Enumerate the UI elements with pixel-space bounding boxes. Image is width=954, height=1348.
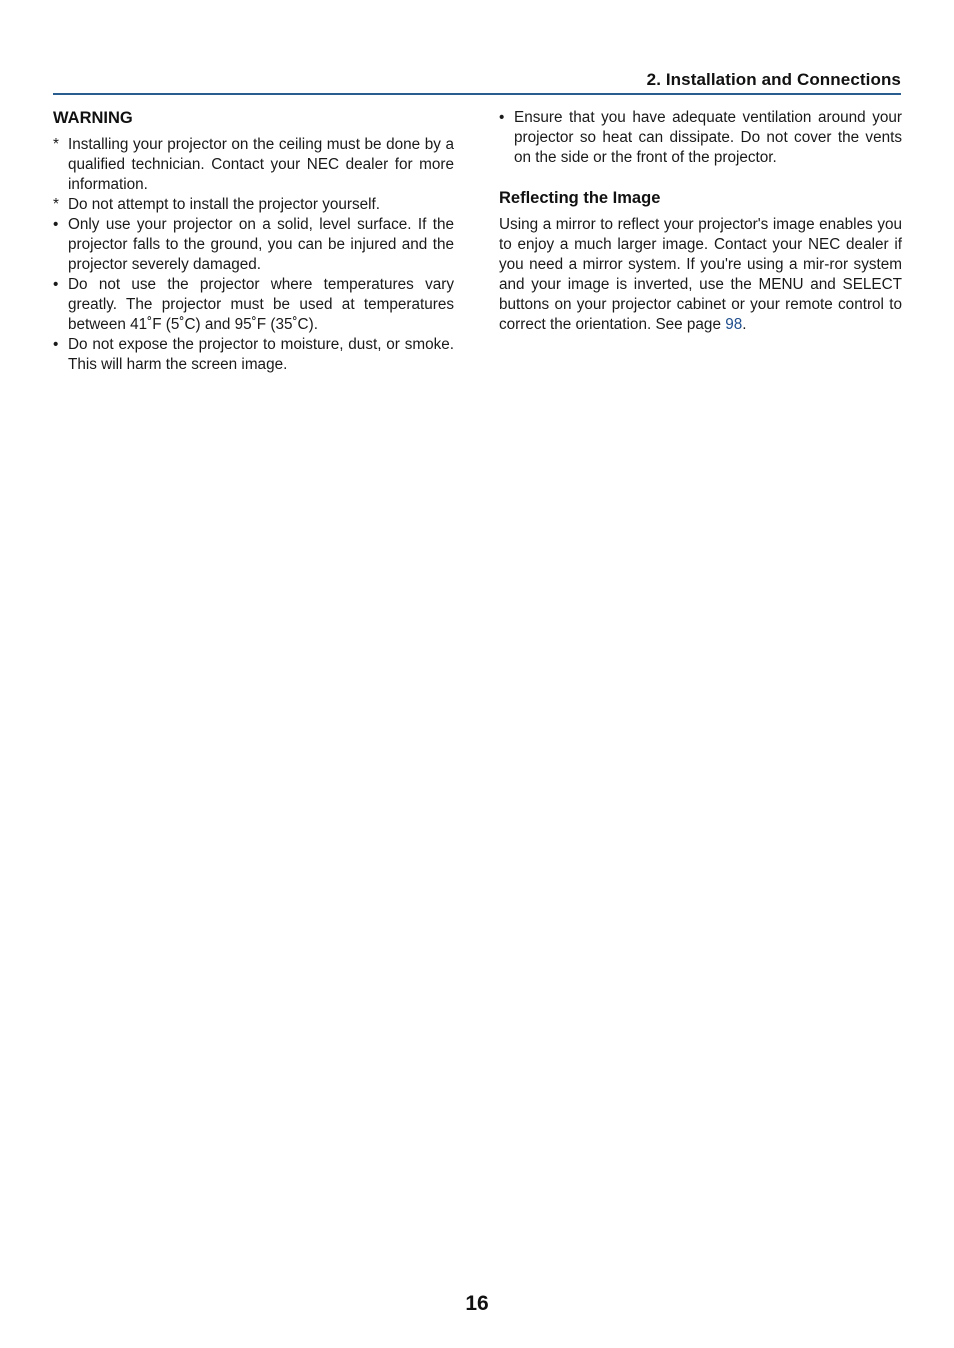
list-item [53, 335, 454, 375]
list-item-text: Do not attempt to install the projector yourself. [68, 196, 381, 213]
page-number: 16 [465, 1292, 489, 1315]
list-marker: • [53, 336, 59, 353]
list-marker: • [53, 276, 59, 293]
paragraph-text: Using a mirror to reflect your projector's image enables you to enjoy a much larger image. Contact your NEC dealer if you need a mirror system. If you're using a mir-ror system and your image is inverted, use the MENU and SELECT buttons on your projector cabinet or your remote control to correct the orientation. See page [499, 216, 902, 333]
list-marker: * [53, 196, 59, 213]
list-item-text: Ensure that you have adequate ventilation around your projector so heat can dissipate. Do not cover the vents on the side or the front of the projector. [514, 109, 902, 166]
page-reference-link[interactable]: 98 [725, 316, 743, 333]
right-column [499, 108, 902, 335]
list-item [53, 195, 454, 215]
list-item [53, 275, 454, 335]
list-item-text: Do not expose the projector to moisture, dust, or smoke. This will harm the screen image. [68, 336, 454, 373]
list-item [53, 215, 454, 275]
list-item-text: Do not use the projector where temperatures vary greatly. The projector must be used at temperatures between 41˚F (5˚C) and 95˚F (35˚C). [68, 276, 454, 333]
reflecting-image-heading: Reflecting the Image [499, 189, 661, 207]
list-marker: • [499, 109, 505, 126]
list-item-text: Installing your projector on the ceiling must be done by a qualified technician. Contact your NEC dealer for more information. [68, 136, 454, 193]
left-column [53, 108, 454, 375]
list-item-text: Only use your projector on a solid, level surface. If the projector falls to the ground, you can be injured and the projector severely damaged. [68, 216, 454, 273]
ventilation-list [499, 108, 902, 168]
section-header-title: 2. Installation and Connections [646, 70, 901, 89]
reflecting-image-paragraph [499, 215, 902, 335]
header-divider [53, 93, 901, 95]
warning-list [53, 135, 454, 375]
list-marker: • [53, 216, 59, 233]
list-item [499, 108, 902, 168]
list-marker: * [53, 136, 59, 153]
warning-heading: WARNING [53, 109, 133, 127]
list-item [53, 135, 454, 195]
paragraph-end: . [742, 316, 747, 333]
